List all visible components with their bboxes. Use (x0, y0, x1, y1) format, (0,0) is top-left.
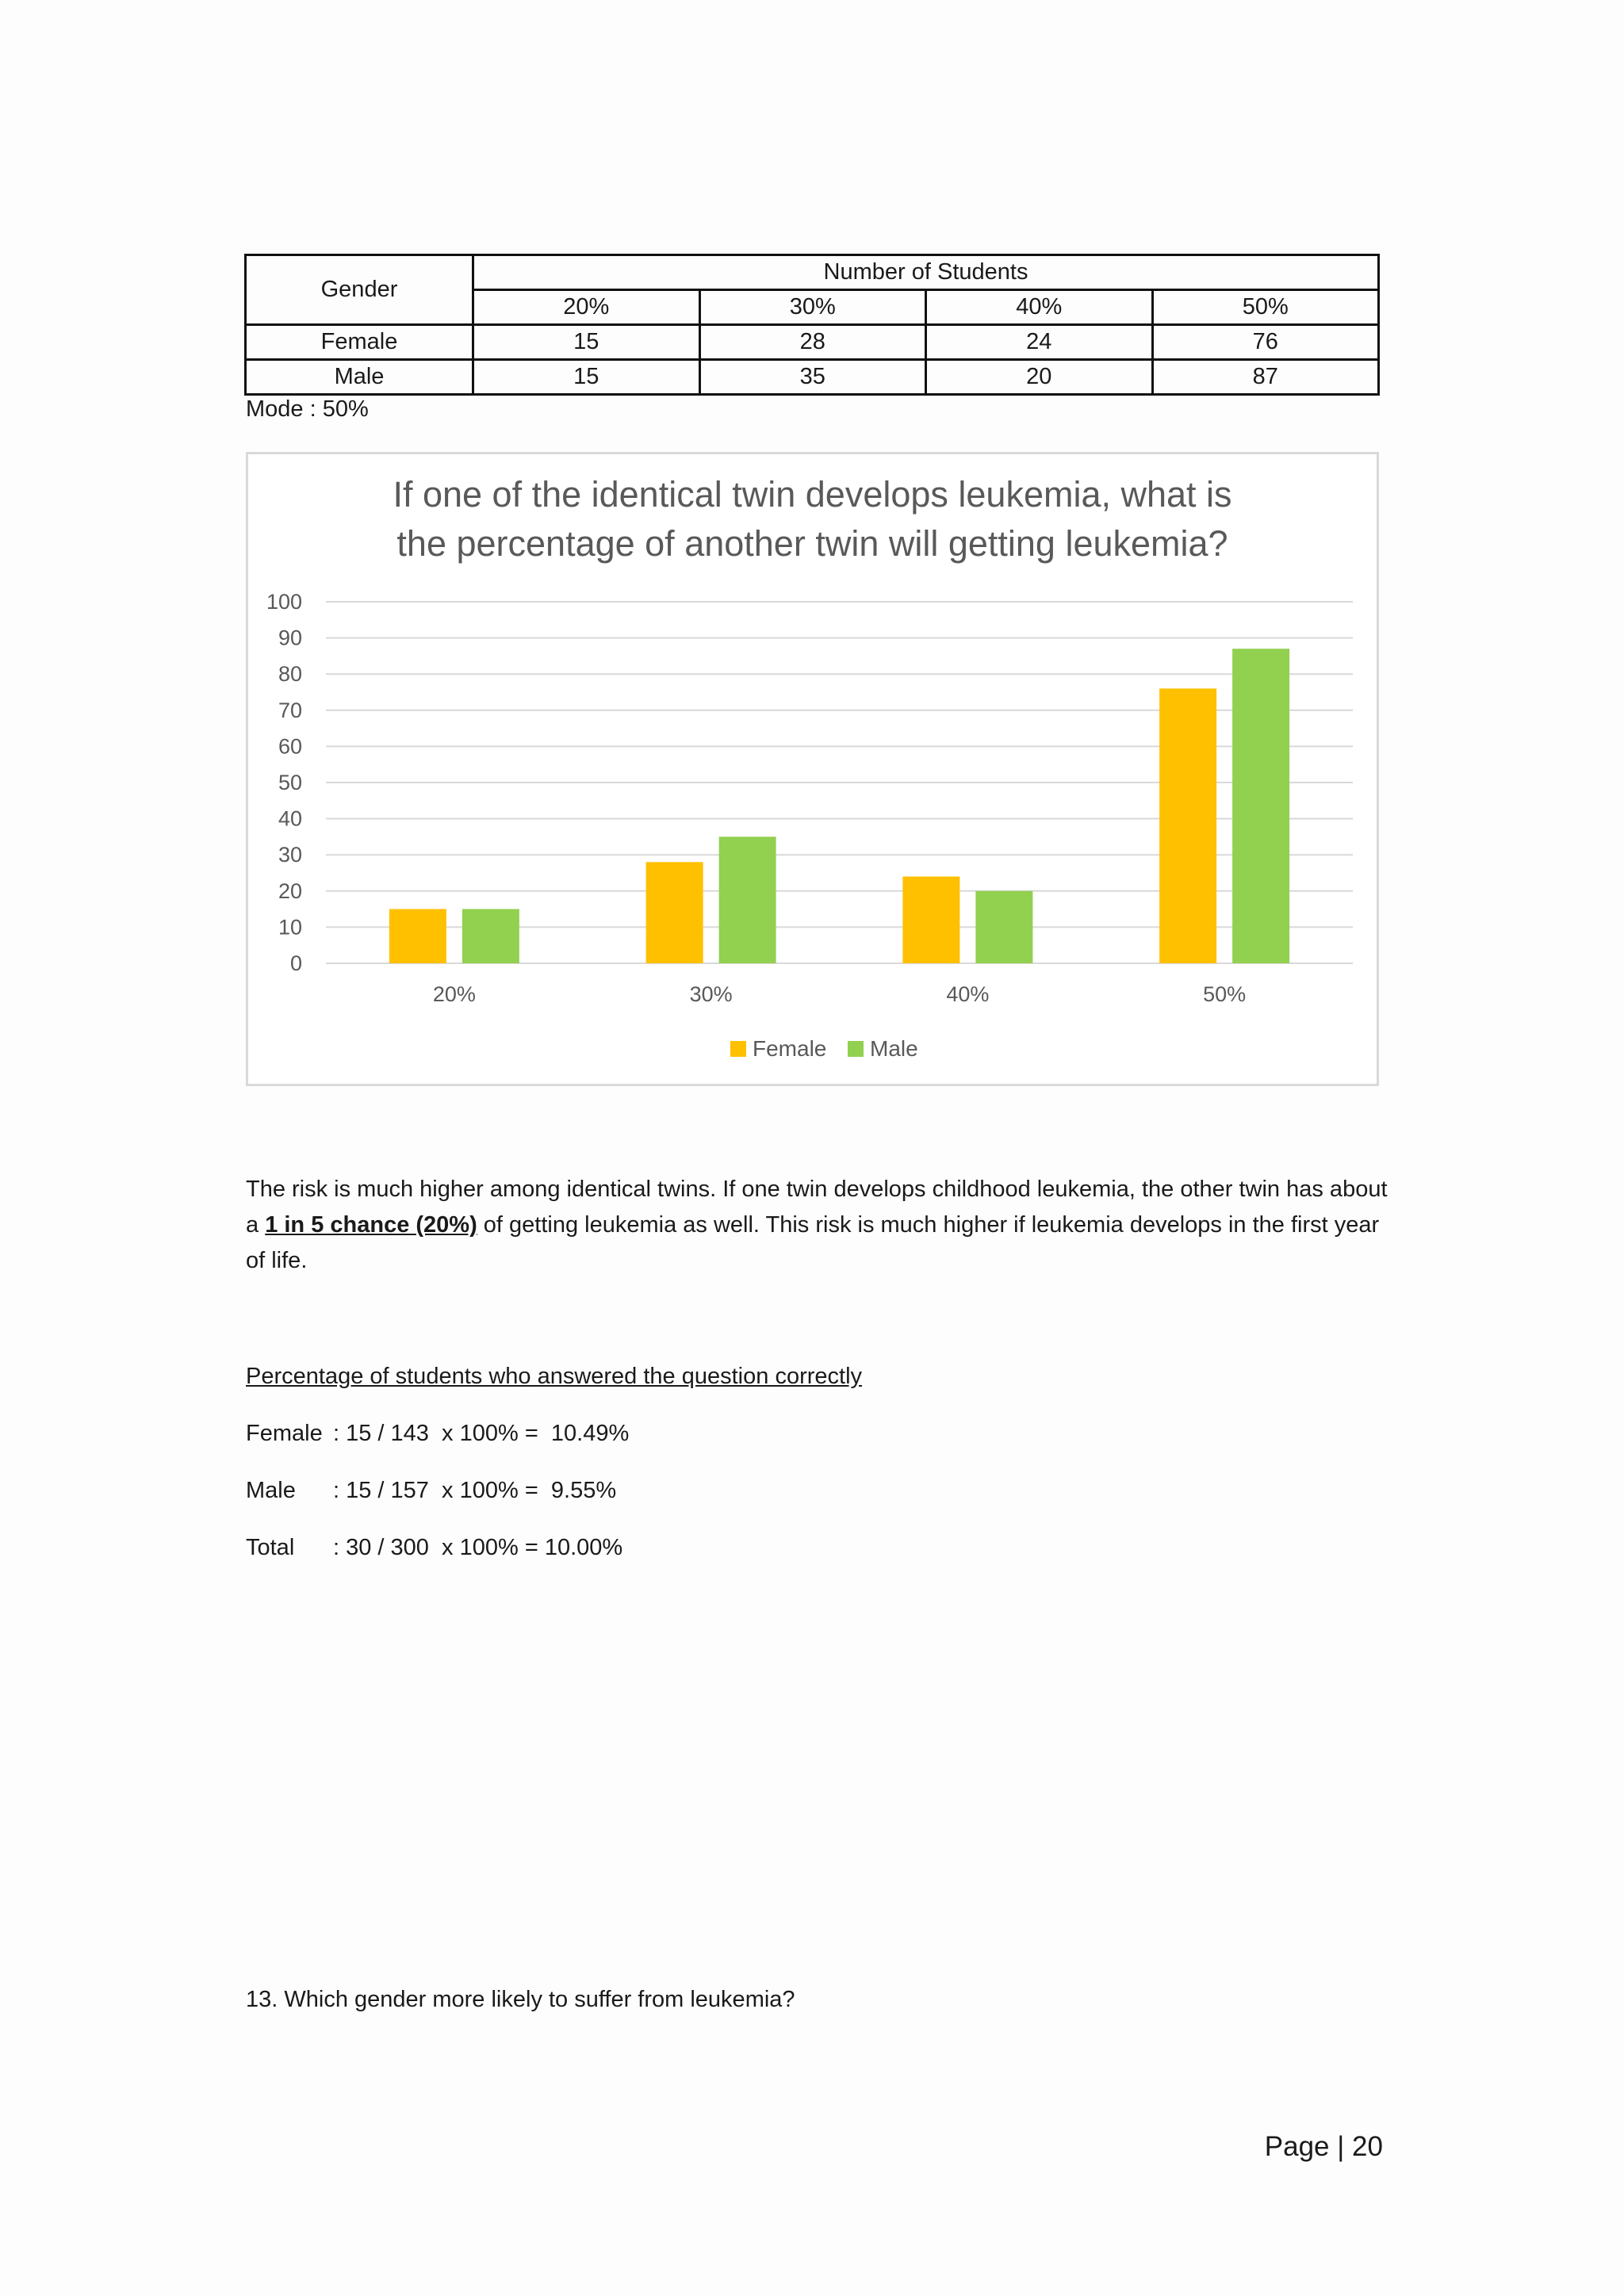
table-row (246, 360, 1379, 395)
legend-label-female: Female (753, 1036, 827, 1061)
y-tick-label: 20 (278, 878, 302, 903)
calc-heading: Percentage of students who answered the question correctly (246, 1364, 863, 1389)
chart-title-line: If one of the identical twin develops leukemia, what is (393, 474, 1232, 515)
bar-male-30pct (719, 836, 776, 963)
calc-row-total (246, 1535, 622, 1561)
table-cell: 24 (926, 325, 1153, 360)
question-text: 13. Which gender more likely to suffer from leukemia? (246, 1987, 795, 2012)
calc-value: : 15 / 157 x 100% = 9.55% (333, 1478, 617, 1503)
calc-value: : 15 / 143 x 100% = 10.49% (333, 1421, 630, 1446)
table-cell: 76 (1152, 325, 1379, 360)
bar-male-40pct (975, 891, 1032, 963)
y-tick-label: 50 (278, 771, 302, 794)
paragraph-text: of getting leukemia as well. This risk is much higher if leukemia develops in the first year of life. (246, 1212, 1380, 1273)
paragraph-emphasis: 1 in 5 chance (20%) (265, 1212, 477, 1238)
y-tick-label: 10 (278, 915, 302, 939)
calc-row-male (246, 1478, 616, 1504)
y-tick-label: 0 (289, 951, 302, 975)
y-tick-label: 60 (278, 734, 302, 759)
calc-value: : 30 / 300 x 100% = 10.00% (333, 1535, 623, 1560)
calc-label: Total (246, 1535, 295, 1560)
chart-plot (248, 454, 1377, 1084)
column-header: 50% (1152, 290, 1379, 325)
calc-label: Male (246, 1478, 296, 1503)
y-tick-label: 40 (278, 806, 302, 831)
column-header: 30% (699, 290, 926, 325)
legend-label-male: Male (870, 1036, 918, 1061)
table-row (246, 325, 1379, 360)
bar-male-50pct (1232, 649, 1289, 963)
x-tick-label: 50% (1203, 982, 1247, 1006)
bar-male-20pct (462, 909, 519, 963)
bar-female-30pct (646, 862, 703, 963)
table-cell: 15 (473, 360, 700, 395)
y-tick-label: 80 (278, 662, 302, 687)
gender-header: Gender (246, 255, 473, 325)
table-cell: 87 (1152, 360, 1379, 395)
table-cell: 20 (926, 360, 1153, 395)
y-tick-label: 70 (278, 698, 302, 722)
group-header: Number of Students (473, 255, 1379, 290)
x-tick-label: 40% (946, 982, 990, 1006)
column-header: 40% (926, 290, 1153, 325)
row-label: Male (246, 360, 473, 395)
table-cell: 35 (699, 360, 926, 395)
explanation-paragraph (246, 1172, 1388, 1279)
x-tick-label: 20% (432, 982, 476, 1006)
legend-swatch-male (848, 1041, 864, 1057)
mode-text: Mode : 50% (246, 396, 369, 422)
x-tick-label: 30% (689, 982, 733, 1006)
students-table (244, 254, 1380, 396)
page-footer: Page | 20 (1264, 2131, 1383, 2162)
paragraph-text: The risk is much higher among identical twins. If one twin develops childhood leukemia, the other twin has about a (246, 1177, 1388, 1238)
bar-chart (246, 452, 1379, 1086)
row-label: Female (246, 325, 473, 360)
y-tick-label: 30 (278, 843, 302, 867)
bar-female-50pct (1159, 688, 1216, 963)
table-cell: 28 (699, 325, 926, 360)
bar-female-20pct (389, 909, 446, 963)
y-tick-label: 100 (266, 590, 302, 614)
bar-female-40pct (902, 877, 959, 963)
y-tick-label: 90 (278, 626, 302, 650)
chart-title-line: the percentage of another twin will getting leukemia? (396, 523, 1228, 564)
calc-row-female (246, 1421, 629, 1447)
legend-swatch-female (730, 1041, 746, 1057)
table-cell: 15 (473, 325, 700, 360)
calc-label: Female (246, 1421, 323, 1446)
column-header: 20% (473, 290, 700, 325)
